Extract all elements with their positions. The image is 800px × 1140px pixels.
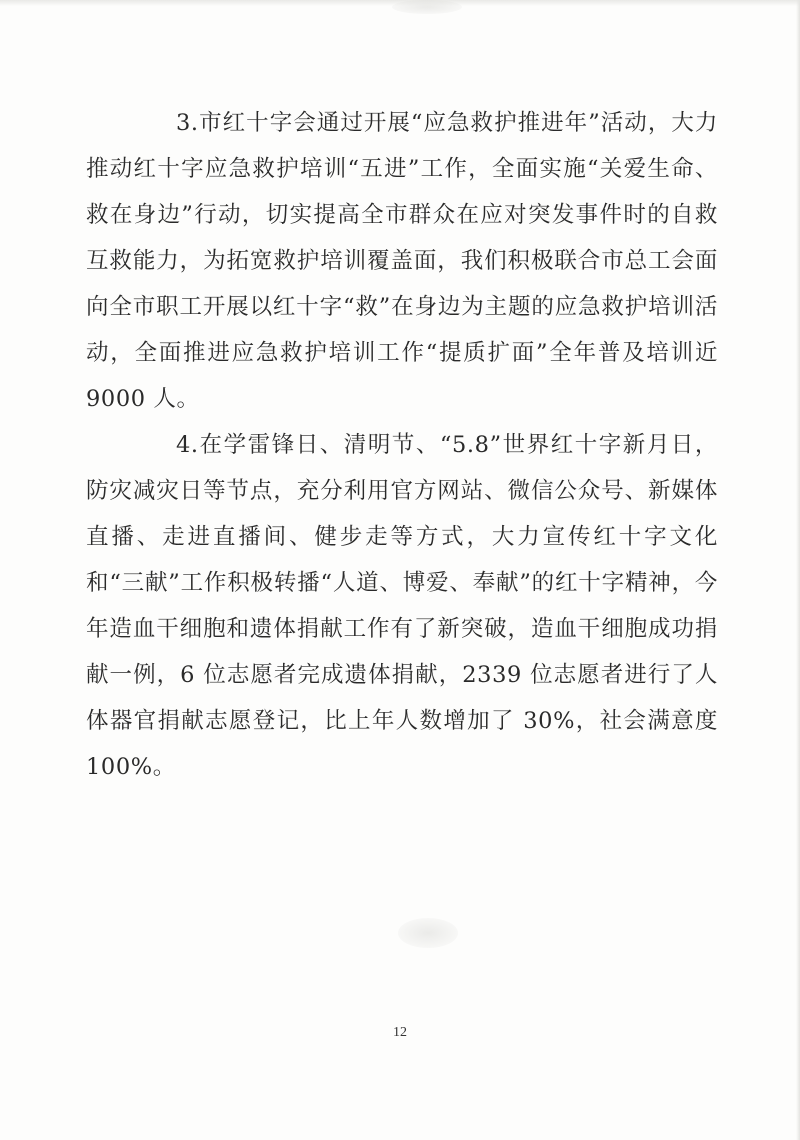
paragraph-text: 市红十字会通过开展“应急救护推进年”活动，大力推动红十字应急救护培训“五进”工作，全面实施“关爱生命、救在身边”行动，切实提高全市群众在应对突发事件时的自救互救能力，为拓宽救护培训覆盖面，我们积极联合市总工会面向全市职工开展以红十字“救”在身边为主题的应急救护培训活动，全面推进应急救护培训工作“提质扩面”全年普及培训近 9000 人。 — [86, 110, 718, 412]
scan-smudge — [398, 918, 458, 948]
paragraph-number: 4. — [176, 432, 199, 458]
page-number: 12 — [393, 1025, 407, 1040]
paragraph-text: 在学雷锋日、清明节、“5.8”世界红十字新月日，防灾减灾日等节点，充分利用官方网站、微信公众号、新媒体直播、走进直播间、健步走等方式，大力宣传红十字文化和“三献”工作积极转播“人道、博爱、奉献”的红十字精神，今年造血干细胞和遗体捐献工作有了新突破，造血干细胞成功捐献一例，6 位志愿者完成遗体捐献，2339 位志愿者进行了人体器官捐献志愿登记，比上年人数增加了 30%，社会满意度 100%。 — [86, 432, 718, 780]
paragraph-number: 3. — [176, 110, 199, 136]
paragraph-4 — [86, 422, 718, 790]
paragraph-3 — [86, 100, 718, 422]
body-text — [86, 100, 718, 790]
scan-edge-right — [796, 0, 800, 1140]
scan-smudge — [392, 0, 462, 14]
